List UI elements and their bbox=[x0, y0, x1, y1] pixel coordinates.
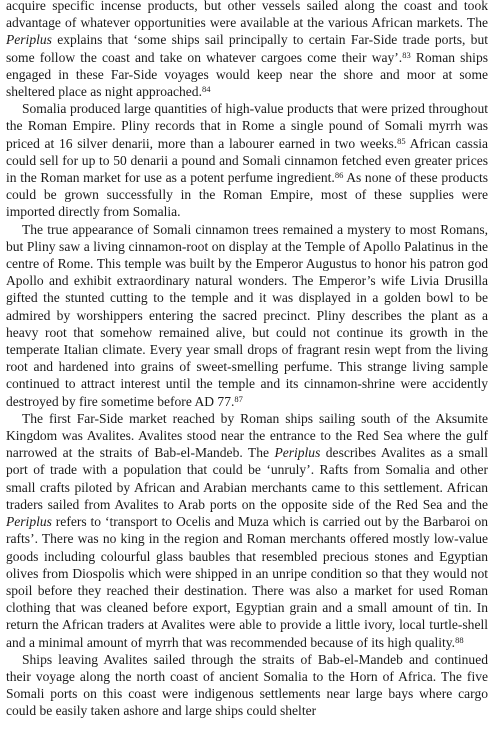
text-run: The first Far-Side market reached by Roman ships sailing south of the Aksumite Kingdom was Avalites. Avalites stood near the entrance to the Red Sea where the gulf narrowed at the straits of Bab-el-Mandeb. The bbox=[6, 410, 488, 461]
paragraph bbox=[6, 100, 488, 220]
footnote-ref: 88 bbox=[455, 634, 464, 645]
italic-title: Periplus bbox=[274, 445, 321, 461]
footnote-ref: 83 bbox=[402, 49, 411, 60]
text-run: describes Avalites as a small port of trade with a population that could be ‘unruly’. Rafts from Somalia and other small crafts piloted by African and Arabian merchants came to this settlement. African traders sailed from Avalites to Arab ports on the opposite side of the Red Sea and the bbox=[6, 445, 488, 512]
text-run: Roman ships engaged in these Far-Side voyages would keep near the shore and moor at some sheltered place as night approached. bbox=[6, 49, 488, 100]
italic-title: Periplus bbox=[6, 32, 52, 48]
book-page-text bbox=[6, 0, 488, 720]
footnote-ref: 84 bbox=[201, 84, 211, 95]
text-run: African cassia could sell for up to 50 denarii a pound and Somali cinnamon fetched even greater prices in the Roman market for use as a potent perfume ingredient. bbox=[6, 135, 489, 186]
footnote-ref: 86 bbox=[334, 170, 344, 181]
text-run: As none of these products could be grown successfully in the Roman Empire, most of these supplies were imported directly from Somalia. bbox=[6, 170, 488, 220]
italic-title: Periplus bbox=[6, 514, 52, 530]
text-run: The true appearance of Somali cinnamon trees remained a mystery to most Romans, but Pliny saw a living cinnamon-root on display at the Temple of Apollo Palatinus in the centre of Rome. This temple was built by the Emperor Augustus to honor his patron god Apollo and exhibit extraordinary natural wonders. The Emperor’s wife Livia Drusilla gifted the stunted cutting to the temple and it was displayed in a golden bowl to be admired by worshippers entering the sacred precinct. Pliny describes the plant as a heavy root that somehow remained alive, but could not continue its growth in the temperate Italian climate. Every year small drops of fragrant resin wept from the living root and hardened into grains of sweet-smelling perfume. This strange living sample continued to attract interest until the temple and its cinnamon-shrine were accidently destroyed by fire sometime before AD 77. bbox=[6, 221, 488, 409]
text-run: refers to ‘transport to Ocelis and Muza which is carried out by the Barbaroi on rafts’. There was no king in the region and Roman merchants offered mostly low-value goods including colourful glass baubles that resembled precious stones and Egyptian olives from Diospolis which were shipped in an unripe condition so that they would not spoil before they reached their destination. There was also a market for used Roman clothing that was cleaned before export, Egyptian grain and a small amount of tin. In return the African traders at Avalites were able to provide a little ivory, local turtle-shell and a minimal amount of myrrh that was recommended because of its high quality. bbox=[6, 514, 488, 650]
text-run: Somalia produced large quantities of high-value products that were prized throughout the Roman Empire. Pliny records that in Rome a single pound of Somali myrrh was priced at 16 silver denarii, more than a labourer earned in two weeks. bbox=[6, 101, 488, 151]
paragraph bbox=[6, 651, 488, 720]
text-run: explains that ‘some ships sail principally to certain Far-Side trade ports, but some follow the coast and take on whatever cargoes come their way’. bbox=[6, 32, 488, 65]
text-run: acquire specific incense products, but other vessels sailed along the coast and took advantage of whatever opportunities were available at the various African markets. The bbox=[6, 0, 488, 31]
footnote-ref: 87 bbox=[234, 393, 243, 404]
text-run: Ships leaving Avalites sailed through the straits of Bab-el-Mandeb and continued their voyage along the north coast of ancient Somalia to the Horn of Africa. The five Somali ports on this coast were indigenous settlements near large bays where cargo could be easily taken ashore and large ships could shelter bbox=[6, 651, 488, 719]
paragraph bbox=[6, 0, 488, 100]
footnote-ref: 85 bbox=[397, 135, 406, 146]
paragraph bbox=[6, 410, 488, 651]
paragraph bbox=[6, 221, 488, 410]
